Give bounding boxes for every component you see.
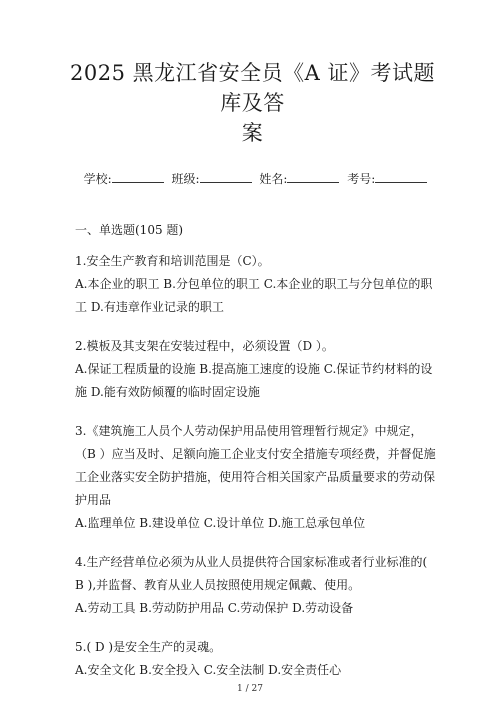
question-3 — [75, 420, 436, 535]
question-4 — [75, 551, 436, 620]
question-options: A.劳动工具 B.劳动防护用品 C.劳动保护 D.劳动设备 — [75, 601, 354, 615]
question-options: A.保证工程质量的设施 B.提高施工速度的设施 C.保证节约材料的设施 D.能有效防倾覆的临时固定设施 — [75, 362, 433, 399]
exam-number-blank — [375, 172, 427, 183]
class-blank — [200, 172, 252, 183]
question-5 — [75, 636, 436, 682]
school-label: 学校: — [83, 172, 112, 186]
question-1 — [75, 250, 436, 319]
question-stem: 2.模板及其支架在安装过程中，必须设置（D ）。 — [75, 339, 334, 353]
student-info-line — [75, 170, 436, 187]
page-number: 1 / 27 — [237, 684, 263, 694]
question-stem: 4.生产经营单位必须为从业人员提供符合国家标准或者行业标准的( B ),并监督、教育从业人员按照使用规定佩戴、使用。 — [75, 555, 428, 592]
question-2 — [75, 335, 436, 404]
question-stem: 3.《建筑施工人员个人劳动保护用品使用管理暂行规定》中规定，（B ）应当及时、足额向施工企业支付安全措施专项经费，并督促施工企业落实安全防护措施，使用符合相关国家产品质量要求的劳动保护用品 — [75, 424, 436, 507]
question-stem: 5.( D )是安全生产的灵魂。 — [75, 640, 222, 654]
section-heading: 一、单选题(105 题) — [75, 223, 184, 237]
document-title — [69, 58, 436, 148]
question-options: A.本企业的职工 B.分包单位的职工 C.本企业的职工与分包单位的职工 D.有违章作业记录的职工 — [75, 277, 433, 314]
name-label: 姓名: — [259, 172, 288, 186]
name-blank — [287, 172, 339, 183]
title-line-2: 案 — [241, 121, 264, 145]
title-line-1: 2025 黑龙江省安全员《A 证》考试题库及答 — [70, 61, 435, 115]
class-label: 班级: — [171, 172, 200, 186]
exam-number-label: 考号: — [347, 172, 376, 186]
question-options: A.安全文化 B.安全投入 C.安全法制 D.安全责任心 — [75, 663, 342, 677]
school-blank — [112, 172, 164, 183]
question-options: A.监理单位 B.建设单位 C.设计单位 D.施工总承包单位 — [75, 516, 366, 530]
question-stem: 1.安全生产教育和培训范围是（C）。 — [75, 254, 270, 268]
